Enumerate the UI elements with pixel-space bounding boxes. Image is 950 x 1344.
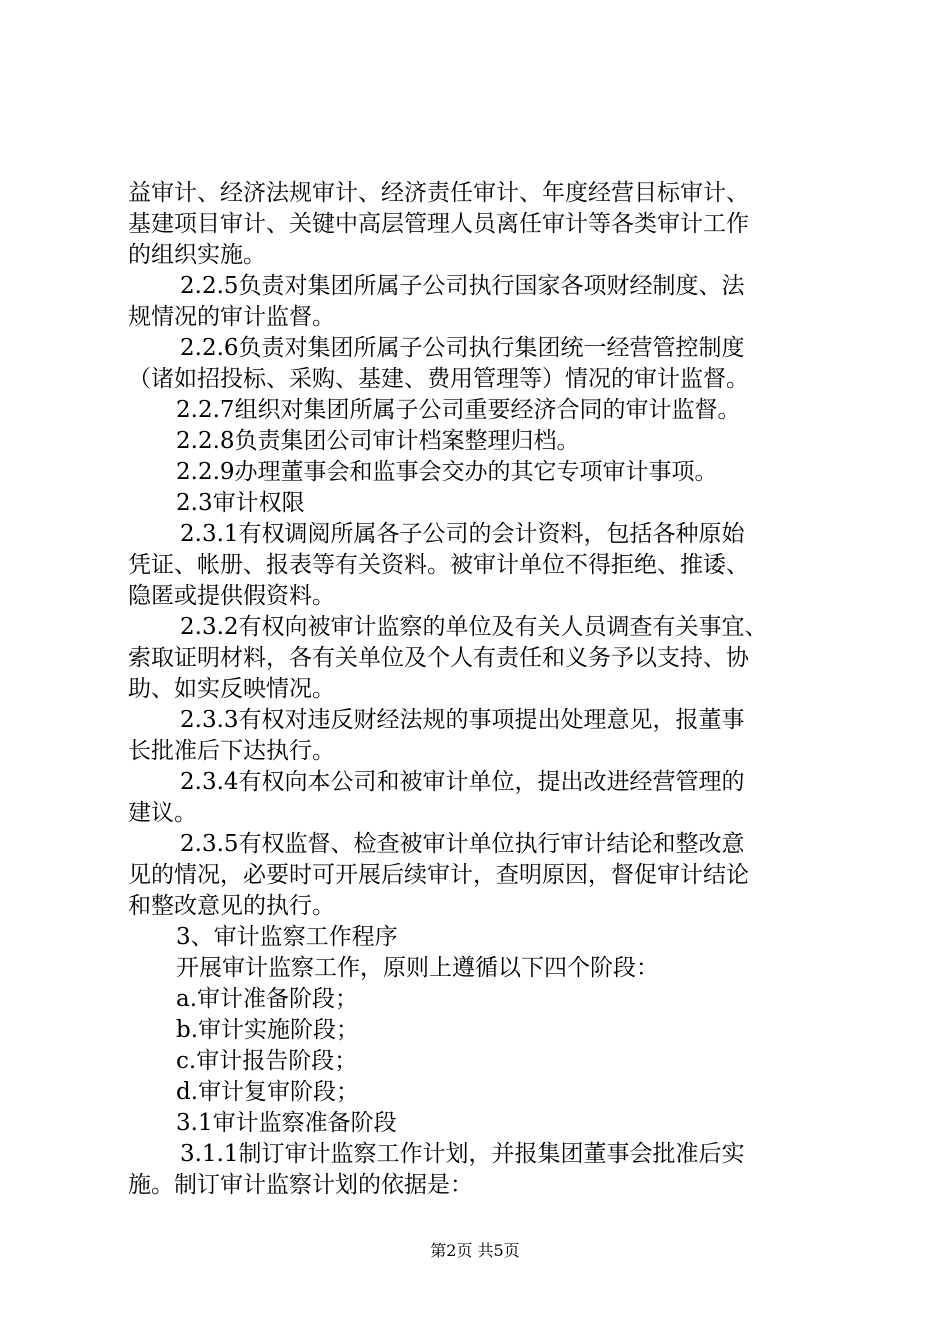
text-line: 2.2.6负责对集团所属子公司执行集团统一经营管控制度 bbox=[180, 335, 745, 361]
text-line: 2.2.9办理董事会和监事会交办的其它专项审计事项。 bbox=[176, 459, 718, 485]
text-line: 规情况的审计监督。 bbox=[128, 304, 335, 330]
page-number-footer: 第2页 共5页 bbox=[430, 1241, 520, 1260]
text-line: 助、如实反映情况。 bbox=[128, 676, 335, 702]
text-line: 2.3.2有权向被审计监察的单位及有关人员调查有关事宜、 bbox=[180, 614, 768, 640]
text-line: 3.1.1制订审计监察工作计划，并报集团董事会批准后实 bbox=[180, 1141, 745, 1167]
text-line: 2.2.5负责对集团所属子公司执行国家各项财经制度、法 bbox=[180, 273, 745, 299]
text-line: 3、审计监察工作程序 bbox=[176, 924, 398, 950]
text-line: 2.3.1有权调阅所属各子公司的会计资料，包括各种原始 bbox=[180, 521, 745, 547]
text-line: 2.2.8负责集团公司审计档案整理归档。 bbox=[176, 428, 580, 454]
text-line: 益审计、经济法规审计、经济责任审计、年度经营目标审计、 bbox=[128, 180, 749, 206]
text-line: 的组织实施。 bbox=[128, 242, 266, 268]
text-line: 施。制订审计监察计划的依据是： bbox=[128, 1172, 473, 1198]
text-line: 2.3.5有权监督、检查被审计单位执行审计结论和整改意 bbox=[180, 831, 745, 857]
text-line: 长批准后下达执行。 bbox=[128, 738, 335, 764]
text-line: 2.3.4有权向本公司和被审计单位，提出改进经营管理的 bbox=[180, 769, 745, 795]
text-line: 索取证明材料，各有关单位及个人有责任和义务予以支持、协 bbox=[128, 645, 749, 671]
text-line: 2.2.7组织对集团所属子公司重要经济合同的审计监督。 bbox=[176, 397, 741, 423]
text-line: 建议。 bbox=[128, 800, 197, 826]
text-line: d.审计复审阶段； bbox=[176, 1079, 360, 1105]
text-line: 隐匿或提供假资料。 bbox=[128, 583, 335, 609]
text-line: c.审计报告阶段； bbox=[176, 1048, 358, 1074]
text-line: 和整改意见的执行。 bbox=[128, 893, 335, 919]
text-line: 基建项目审计、关键中高层管理人员离任审计等各类审计工作 bbox=[128, 211, 749, 237]
text-line: b.审计实施阶段； bbox=[176, 1017, 360, 1043]
text-line: 3.1审计监察准备阶段 bbox=[176, 1110, 397, 1136]
text-line: 凭证、帐册、报表等有关资料。被审计单位不得拒绝、推诿、 bbox=[128, 552, 749, 578]
text-line: 开展审计监察工作，原则上遵循以下四个阶段： bbox=[176, 955, 659, 981]
text-line: 2.3.3有权对违反财经法规的事项提出处理意见，报董事 bbox=[180, 707, 745, 733]
text-line: 见的情况，必要时可开展后续审计，查明原因，督促审计结论 bbox=[128, 862, 749, 888]
text-line: a.审计准备阶段； bbox=[176, 986, 359, 1012]
text-line: （诸如招投标、采购、基建、费用管理等）情况的审计监督。 bbox=[128, 366, 749, 392]
text-line: 2.3审计权限 bbox=[176, 490, 305, 516]
